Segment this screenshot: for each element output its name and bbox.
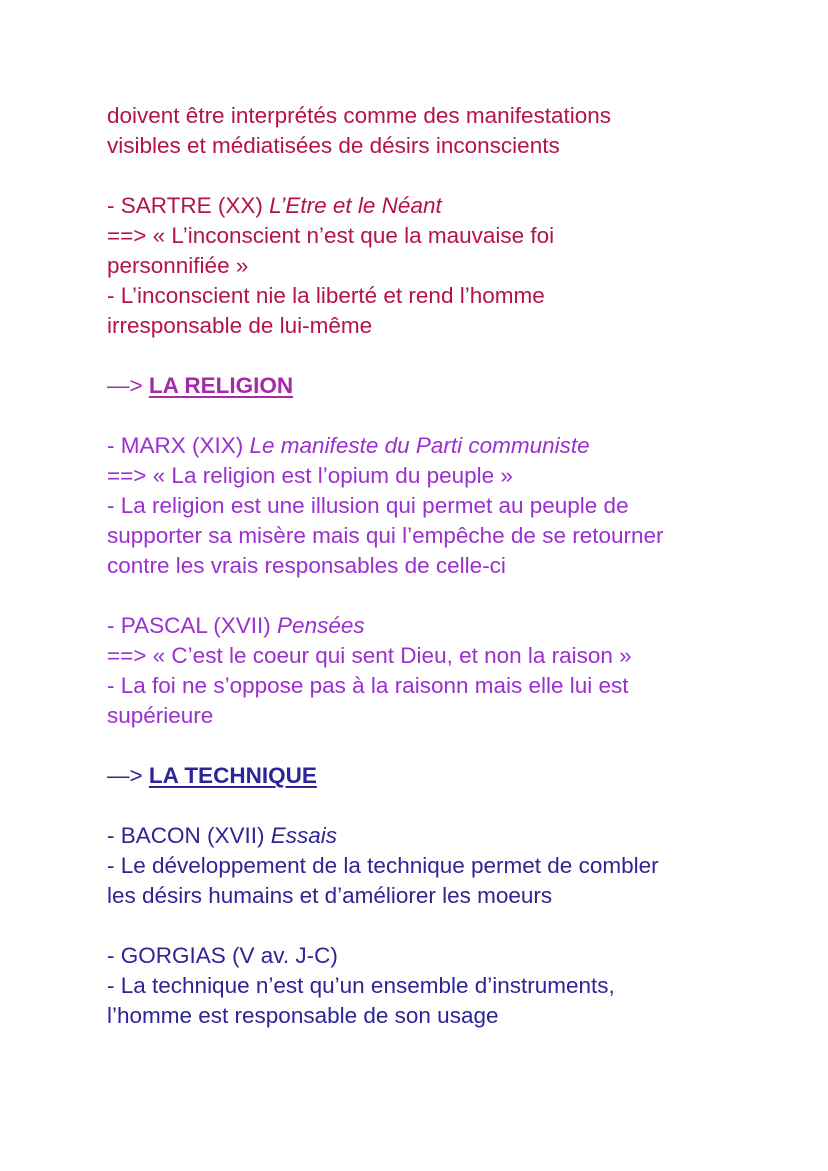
pascal-idea-line-2: supérieure [107, 703, 214, 728]
marx-idea-line-1: - La religion est une illusion qui permet au peuple de [107, 493, 629, 518]
sartre-quote-line-2: personnifiée » [107, 253, 249, 278]
spacer [107, 911, 807, 941]
spacer [107, 581, 807, 611]
arrow-icon: —> [107, 373, 149, 398]
gorgias-idea-line-2: l’homme est responsable de son usage [107, 1003, 499, 1028]
bacon-heading [107, 821, 807, 851]
spacer [107, 401, 807, 431]
marx-quote: ==> « La religion est l’opium du peuple » [107, 463, 513, 488]
bacon-author: - BACON (XVII) [107, 823, 271, 848]
spacer [107, 161, 807, 191]
marx-idea-line-2: supporter sa misère mais qui l’empêche de se retourner [107, 523, 664, 548]
bacon-work: Essais [270, 823, 338, 848]
sartre-quote-line-1: ==> « L’inconscient n’est que la mauvaise foi [107, 223, 555, 248]
document-page [107, 101, 807, 1031]
spacer [107, 791, 807, 821]
sartre-idea-line-1: - L’inconscient nie la liberté et rend l’homme [107, 283, 545, 308]
pascal-quote: ==> « C’est le coeur qui sent Dieu, et non la raison » [107, 643, 632, 668]
intro-line-1: doivent être interprétés comme des manifestations [107, 103, 611, 128]
arrow-icon: —> [107, 763, 149, 788]
gorgias-idea-line-1: - La technique n’est qu’un ensemble d’instruments, [107, 973, 615, 998]
technique-section-heading [107, 761, 807, 791]
spacer [107, 731, 807, 761]
religion-section-heading [107, 371, 807, 401]
sartre-author: - SARTRE (XX) [107, 193, 270, 218]
sartre-work: L’Etre et le Néant [269, 193, 442, 218]
marx-author: - MARX (XIX) [107, 433, 250, 458]
pascal-heading [107, 611, 807, 641]
technique-title: LA TECHNIQUE [148, 763, 317, 788]
sartre-heading [107, 191, 807, 221]
spacer [107, 341, 807, 371]
pascal-author: - PASCAL (XVII) [107, 613, 278, 638]
religion-title: LA RELIGION [148, 373, 294, 398]
intro-line-2: visibles et médiatisées de désirs inconscients [107, 133, 560, 158]
marx-work: Le manifeste du Parti communiste [249, 433, 590, 458]
bacon-idea-line-1: - Le développement de la technique permet de combler [107, 853, 659, 878]
bacon-idea-line-2: les désirs humains et d’améliorer les moeurs [107, 883, 553, 908]
pascal-idea-line-1: - La foi ne s’oppose pas à la raisonn mais elle lui est [107, 673, 629, 698]
pascal-work: Pensées [277, 613, 365, 638]
marx-idea-line-3: contre les vrais responsables de celle-ci [107, 553, 506, 578]
gorgias-heading: - GORGIAS (V av. J-C) [107, 943, 338, 968]
sartre-idea-line-2: irresponsable de lui-même [107, 313, 373, 338]
marx-heading [107, 431, 807, 461]
